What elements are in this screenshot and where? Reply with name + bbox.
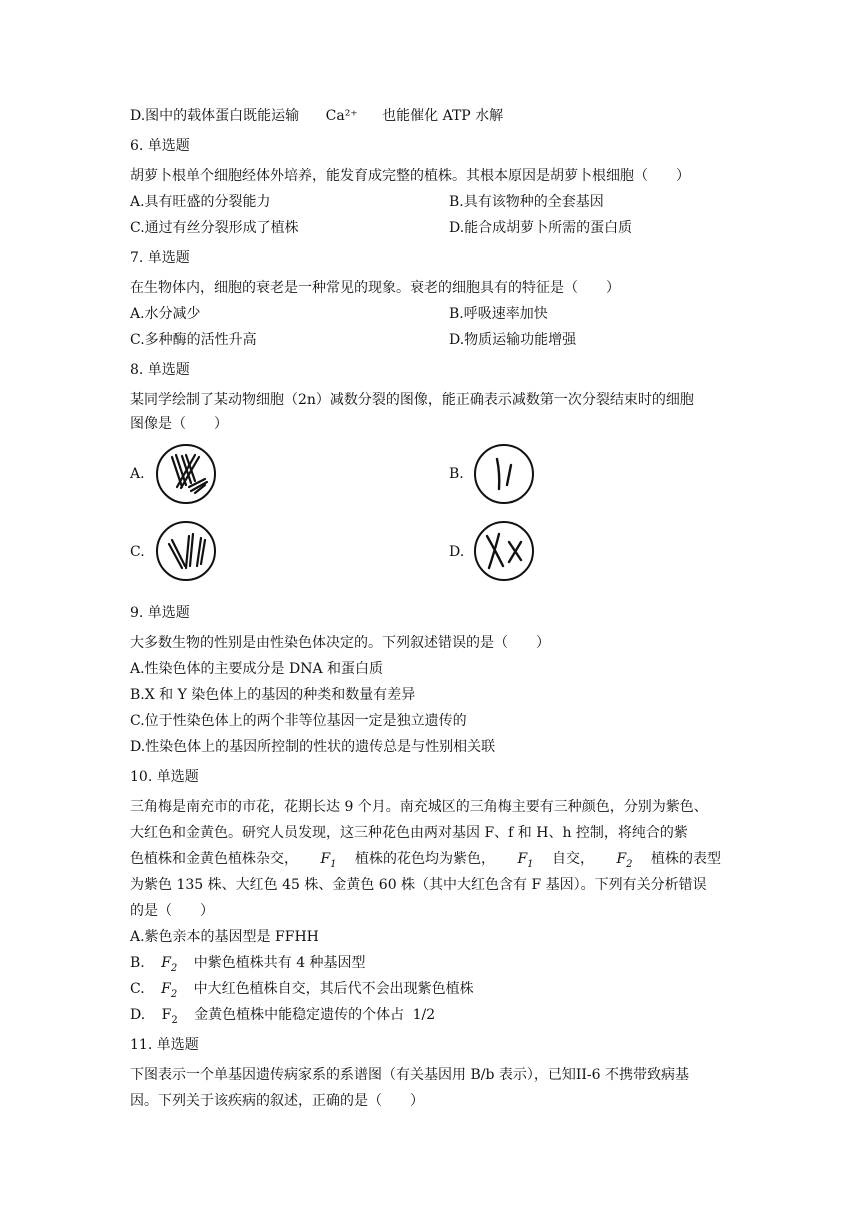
q8-stem-line2: 图像是（ ） xyxy=(130,416,228,432)
q11-header: 11. 单选题 xyxy=(130,1037,199,1053)
q10-option-c: C. $F_2$ 中大红色植株自交，其后代不会出现紫色植株 xyxy=(130,981,474,1000)
q7-option-d: D.物质运输功能增强 xyxy=(449,332,577,348)
q10-line1: 三角梅是南充市的市花，花期长达 9 个月。南充城区的三角梅主要有三种颜色，分别为紫色、 xyxy=(130,799,708,815)
q10-f1-b: $F_1$ xyxy=(517,851,534,870)
q9-option-b: B.X 和 Y 染色体上的基因的种类和数量有差异 xyxy=(130,687,416,703)
q10-option-a: A.紫色亲本的基因型是 FFHH xyxy=(130,929,319,945)
q10-line2: 大红色和金黄色。研究人员发现，这三种花色由两对基因 F、f 和 H、h 控制，将纯合的紫 xyxy=(130,825,688,841)
q5-option-d xyxy=(130,106,503,126)
q10-line5: 的是（ ） xyxy=(130,903,214,919)
q9-header: 9. 单选题 xyxy=(130,605,190,621)
q7-stem: 在生物体内，细胞的衰老是一种常见的现象。衰老的细胞具有的特征是（ ） xyxy=(130,280,620,296)
q7-option-c: C.多种酶的活性升高 xyxy=(130,332,257,348)
q10-line3-a: 色植株和金黄色植株杂交， xyxy=(130,851,298,867)
q7-header: 7. 单选题 xyxy=(130,250,190,266)
q8-label-b: B. xyxy=(449,466,464,482)
q10-line3 xyxy=(130,849,721,875)
q6-option-c: C.通过有丝分裂形成了植株 xyxy=(130,220,299,236)
q8-cell-b-image xyxy=(473,443,535,505)
q11-line2: 因。下列关于该疾病的叙述，正确的是（ ） xyxy=(130,1093,424,1109)
q10-f2-c: $F_2$ xyxy=(161,981,178,1000)
q10-line3-c: 自交， xyxy=(552,851,594,867)
q11-line1: 下图表示一个单基因遗传病家系的系谱图（有关基因用 B/b 表示），已知II-6 不携带致病基 xyxy=(130,1067,690,1083)
q10-f2-b: $F_2$ xyxy=(161,955,178,974)
q5-option-d-pre: D.图中的载体蛋白既能运输 xyxy=(130,108,300,124)
q10-line4: 为紫色 135 株、大红色 45 株、金黄色 60 株（其中大红色含有 F 基因）。下列有关分析错误 xyxy=(130,877,707,893)
q8-header: 8. 单选题 xyxy=(130,362,190,378)
q8-stem-line1: 某同学绘制了某动物细胞（2n）减数分裂的图像，能正确表示减数第一次分裂结束时的细胞 xyxy=(130,392,694,408)
q6-option-d: D.能合成胡萝卜所需的蛋白质 xyxy=(449,220,633,236)
q6-option-b: B.具有该物种的全套基因 xyxy=(449,194,604,210)
q5-ion: Ca²⁺ xyxy=(325,108,358,124)
q10-option-b: B. $F_2$ 中紫色植株共有 4 种基因型 xyxy=(130,955,366,974)
q9-stem: 大多数生物的性别是由性染色体决定的。下列叙述错误的是（ ） xyxy=(130,635,550,651)
q9-option-a: A.性染色体的主要成分是 DNA 和蛋白质 xyxy=(130,661,384,677)
q8-label-c: C. xyxy=(130,544,145,560)
q10-f2-d: $F_2$ xyxy=(161,1007,178,1026)
q10-header: 10. 单选题 xyxy=(130,769,199,785)
q8-label-a: A. xyxy=(130,466,145,482)
q6-stem: 胡萝卜根单个细胞经体外培养，能发育成完整的植株。其根本原因是胡萝卜根细胞（ ） xyxy=(130,168,690,184)
q7-option-a: A.水分减少 xyxy=(130,306,201,322)
q10-fraction: 1/2 xyxy=(412,1007,436,1023)
q10-line3-b: 植株的花色均为紫色， xyxy=(355,851,495,867)
q10-line3-d: 植株的表型 xyxy=(651,851,721,867)
q8-cell-a-image xyxy=(155,443,217,505)
q6-header: 6. 单选题 xyxy=(130,138,190,154)
q9-option-c: C.位于性染色体上的两个非等位基因一定是独立遗传的 xyxy=(130,713,467,729)
q8-cell-d-image xyxy=(473,520,535,582)
q6-option-a: A.具有旺盛的分裂能力 xyxy=(130,194,271,210)
q8-label-d: D. xyxy=(449,544,465,560)
q10-f1-a: $F_1$ xyxy=(320,851,337,870)
q8-cell-c-image xyxy=(155,520,217,582)
q10-option-d: D. $F_2$ 金黄色植株中能稳定遗传的个体占 1/2 xyxy=(130,1007,436,1026)
q5-option-d-post: 也能催化 ATP 水解 xyxy=(382,108,504,124)
q9-option-d: D.性染色体上的基因所控制的性状的遗传总是与性别相关联 xyxy=(130,739,496,755)
q7-option-b: B.呼吸速率加快 xyxy=(449,306,548,322)
q10-f2-a: $F_2$ xyxy=(616,851,633,870)
